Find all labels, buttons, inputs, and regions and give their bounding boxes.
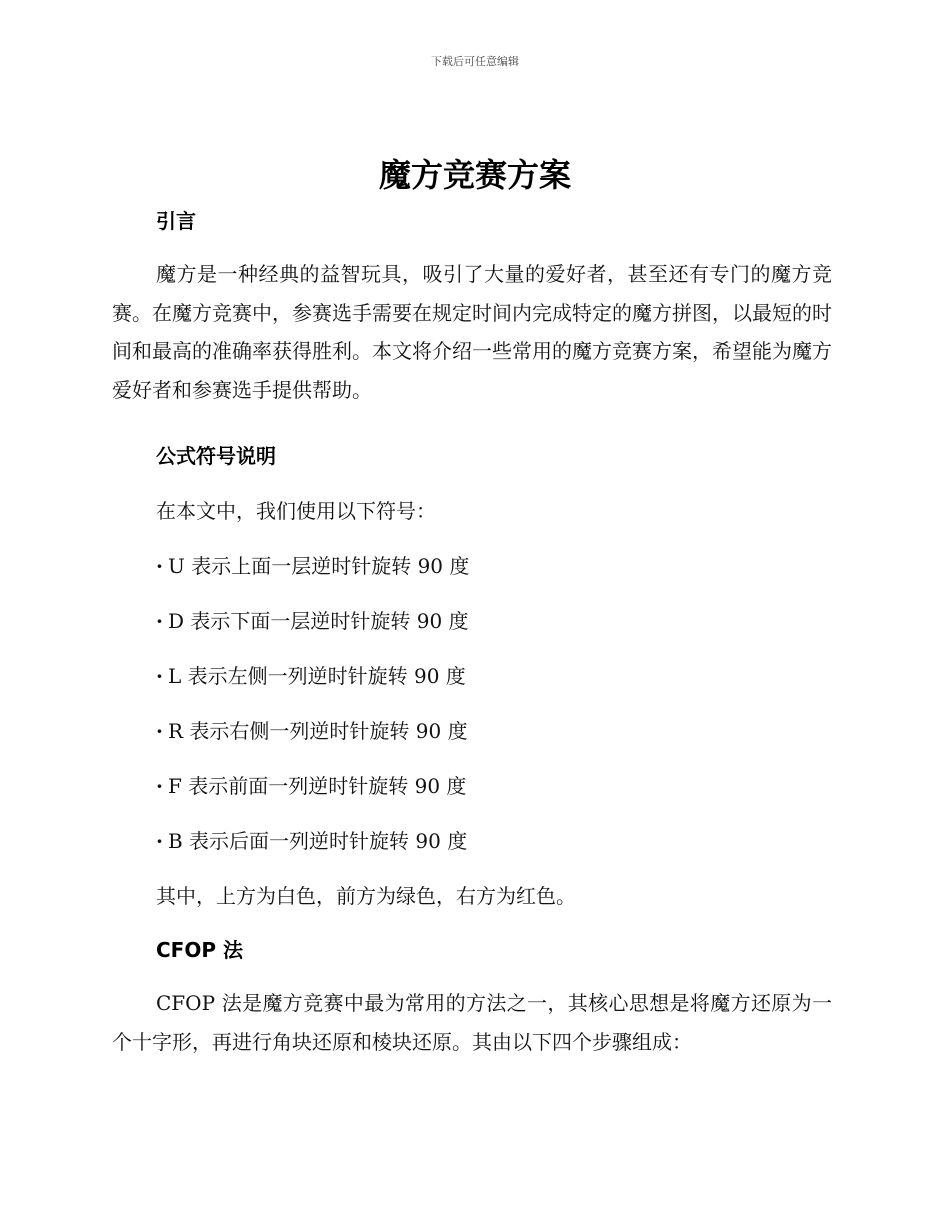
notation-item-text: F 表示前面一列逆时针旋转 90 度 [168,774,467,798]
notation-item-text: U 表示上面一层逆时针旋转 90 度 [168,554,470,578]
intro-paragraph: 魔方是一种经典的益智玩具，吸引了大量的爱好者，甚至还有专门的魔方竞赛。在魔方竞赛中，参赛选手需要在规定时间内完成特定的魔方拼图，以最短的时间和最高的准确率获得胜利。本文将介绍一些常用的魔方竞赛方案，希望能为魔方爱好者和参赛选手提供帮助。 [112,262,832,402]
list-item [112,718,876,744]
bullet-icon: · [156,774,163,798]
list-item [112,663,876,689]
bullet-icon: · [156,664,163,688]
list-item [112,828,876,854]
notation-item-text: D 表示下面一层逆时针旋转 90 度 [168,609,469,633]
page-header-watermark: 下载后可任意编辑 [431,55,519,68]
notation-color-note: 其中，上方为白色，前方为绿色，右方为红色。 [156,884,576,908]
bullet-icon: · [156,719,163,743]
section-heading-cfop: CFOP 法 [156,938,243,962]
section-heading-notation: 公式符号说明 [156,444,276,468]
bullet-icon: · [156,609,163,633]
list-item [112,773,876,799]
notation-item-text: R 表示右侧一列逆时针旋转 90 度 [168,719,468,743]
document-title: 魔方竞赛方案 [378,156,571,194]
list-item [112,553,876,579]
list-item [112,608,876,634]
bullet-icon: · [156,554,163,578]
notation-item-text: L 表示左侧一列逆时针旋转 90 度 [168,664,466,688]
notation-lead-text: 在本文中，我们使用以下符号： [156,499,436,523]
notation-item-text: B 表示后面一列逆时针旋转 90 度 [168,829,468,853]
bullet-icon: · [156,829,163,853]
section-heading-intro: 引言 [156,209,196,233]
cfop-paragraph: CFOP 法是魔方竞赛中最为常用的方法之一，其核心思想是将魔方还原为一个十字形，再进行角块还原和棱块还原。其由以下四个步骤组成： [112,991,832,1054]
